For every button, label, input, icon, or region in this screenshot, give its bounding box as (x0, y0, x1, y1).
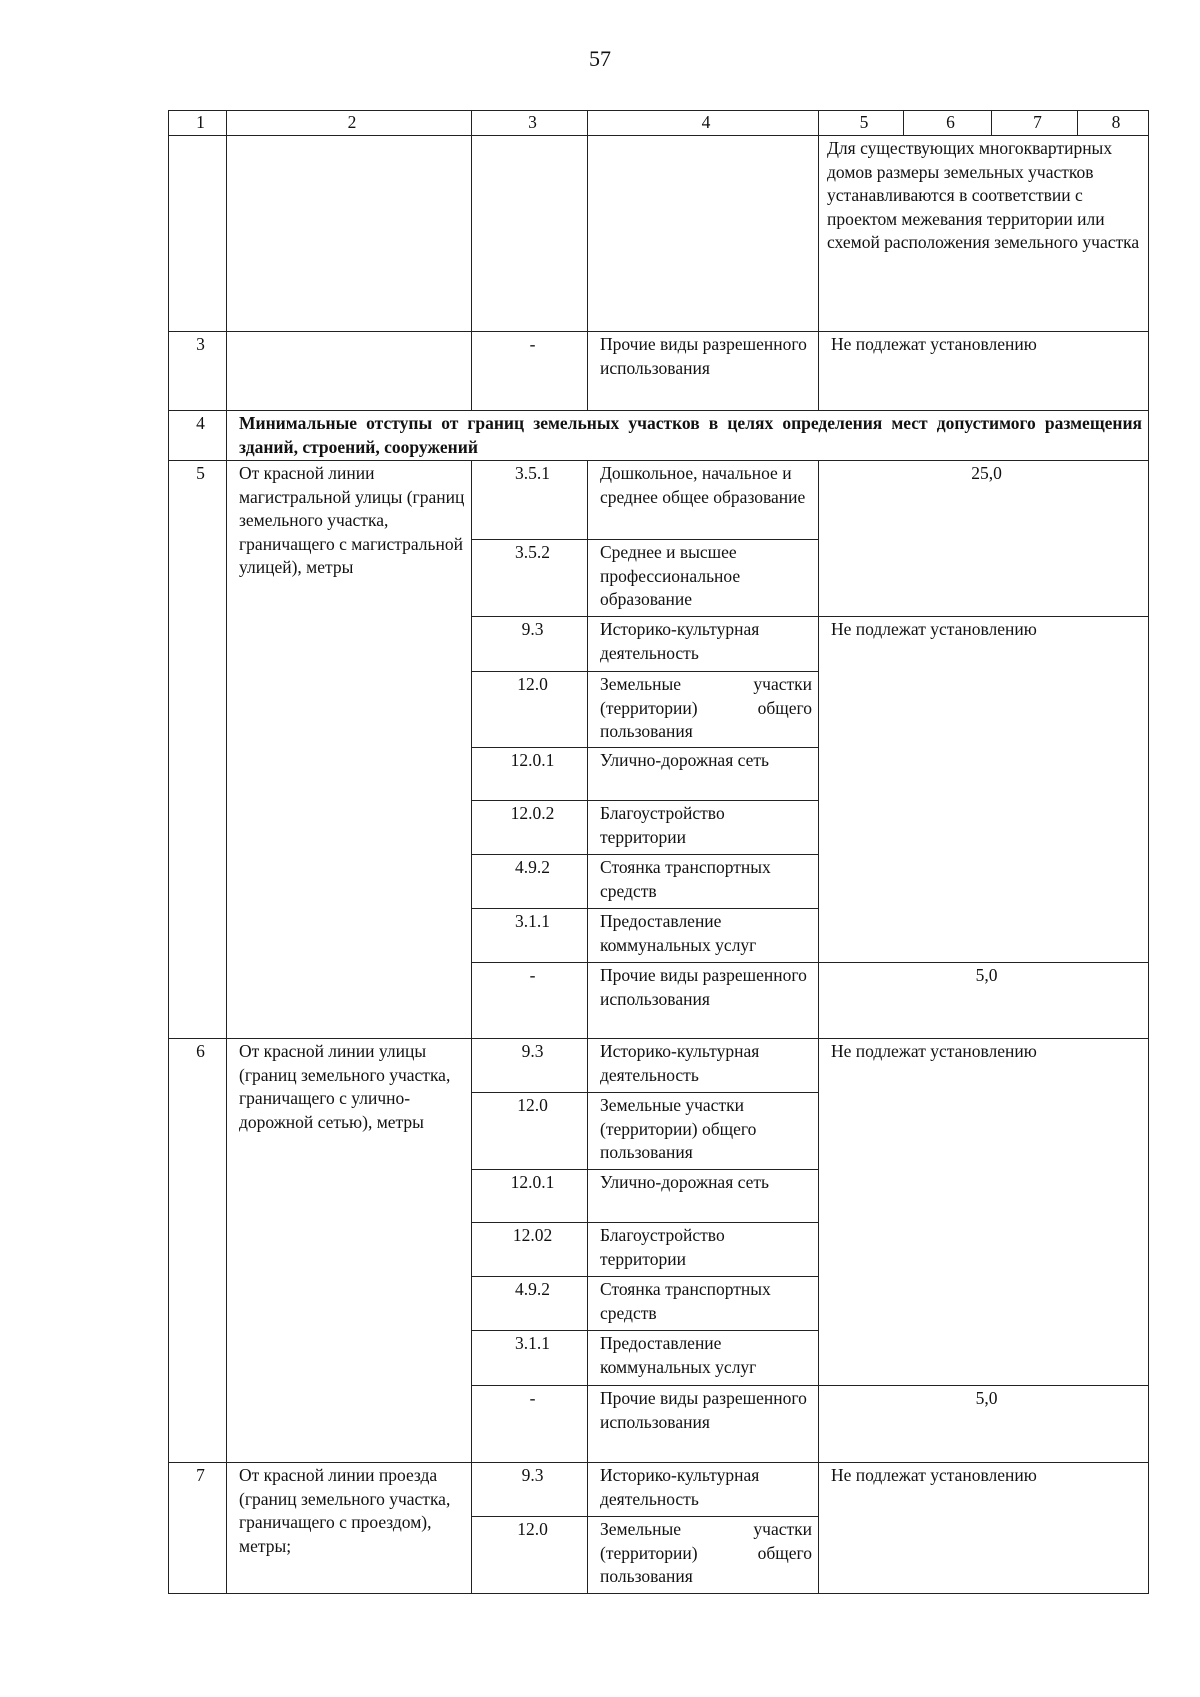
row-number: 3 (169, 332, 227, 411)
use-code: - (472, 332, 588, 411)
use-name: Предоставление коммунальных услуг (588, 909, 819, 963)
column-header-row (169, 111, 1149, 136)
row-number: 6 (169, 1039, 227, 1463)
norm-value: Не подлежат установлению (819, 332, 1149, 411)
use-name: Земельные участки (территории) общего пользования (588, 1517, 819, 1594)
use-code: 12.02 (472, 1223, 588, 1277)
column-header: 3 (472, 111, 588, 136)
table-row (169, 332, 1149, 411)
column-header: 2 (227, 111, 472, 136)
row-number: 5 (169, 461, 227, 1039)
use-code: 12.0.2 (472, 801, 588, 855)
use-code: 12.0 (472, 1517, 588, 1594)
use-code: 12.0.1 (472, 1170, 588, 1223)
use-name: Дошкольное, начальное и среднее общее образование (588, 461, 819, 540)
cell-empty (227, 332, 472, 411)
use-name: Прочие виды разрешенного использования (588, 1386, 819, 1463)
use-code: 4.9.2 (472, 1277, 588, 1331)
column-header: 4 (588, 111, 819, 136)
use-name: Историко-культурная деятельность (588, 1463, 819, 1517)
use-name: Благоустройство территории (588, 1223, 819, 1277)
use-name: Среднее и высшее профессиональное образование (588, 540, 819, 617)
use-code: 3.1.1 (472, 1331, 588, 1386)
use-name: Улично-дорожная сеть (588, 1170, 819, 1223)
row-label: От красной линии проезда (границ земельного участка, граничащего с проездом), метры; (227, 1463, 472, 1594)
use-code: 12.0.1 (472, 748, 588, 801)
use-name: Земельные участки (территории) общего пользования (588, 672, 819, 748)
use-code: 3.5.1 (472, 461, 588, 540)
note-cell: Для существующих многоквартирных домов размеры земельных участков устанавливаются в соответствии с проектом межевания территории или схемой расположения земельного участка (819, 136, 1149, 332)
use-name: Историко-культурная деятельность (588, 1039, 819, 1093)
column-header: 6 (904, 111, 992, 136)
column-header: 8 (1078, 111, 1149, 136)
use-code: 3.1.1 (472, 909, 588, 963)
cell-empty (227, 136, 472, 332)
section-title: Минимальные отступы от границ земельных участков в целях определения мест допустимого размещения зданий, строений, сооружений (227, 411, 1149, 461)
norm-value: 25,0 (819, 461, 1149, 617)
row-number: 7 (169, 1463, 227, 1594)
table-row (169, 1039, 1149, 1093)
use-name: Стоянка транспортных средств (588, 855, 819, 909)
use-code: 12.0 (472, 672, 588, 748)
cell-empty (472, 136, 588, 332)
table-row (169, 136, 1149, 332)
table-row (169, 461, 1149, 540)
regulations-table (168, 110, 1149, 1594)
use-name: Улично-дорожная сеть (588, 748, 819, 801)
use-name: Благоустройство территории (588, 801, 819, 855)
norm-value: Не подлежат установлению (819, 1039, 1149, 1386)
row-label: От красной линии улицы (границ земельного участка, граничащего с улично-дорожной сетью), метры (227, 1039, 472, 1463)
use-name: Предоставление коммунальных услуг (588, 1331, 819, 1386)
norm-value: Не подлежат установлению (819, 1463, 1149, 1594)
use-code: - (472, 963, 588, 1039)
cell-empty (588, 136, 819, 332)
use-name: Прочие виды разрешенного использования (588, 332, 819, 411)
use-code: 4.9.2 (472, 855, 588, 909)
use-name: Историко-культурная деятельность (588, 617, 819, 672)
use-name: Земельные участки (территории) общего пользования (588, 1093, 819, 1170)
cell-empty (169, 136, 227, 332)
section-row (169, 411, 1149, 461)
column-header: 5 (819, 111, 904, 136)
row-label: От красной линии магистральной улицы (границ земельного участка, граничащего с магистральной улицей), метры (227, 461, 472, 1039)
use-code: 9.3 (472, 1039, 588, 1093)
use-name: Стоянка транспортных средств (588, 1277, 819, 1331)
use-code: 3.5.2 (472, 540, 588, 617)
table-row (169, 1463, 1149, 1517)
norm-value: Не подлежат установлению (819, 617, 1149, 963)
row-number: 4 (169, 411, 227, 461)
norm-value: 5,0 (819, 1386, 1149, 1463)
norm-value: 5,0 (819, 963, 1149, 1039)
use-code: 9.3 (472, 1463, 588, 1517)
use-code: - (472, 1386, 588, 1463)
use-code: 12.0 (472, 1093, 588, 1170)
column-header: 1 (169, 111, 227, 136)
page-number: 57 (589, 46, 611, 71)
use-name: Прочие виды разрешенного использования (588, 963, 819, 1039)
column-header: 7 (992, 111, 1078, 136)
use-code: 9.3 (472, 617, 588, 672)
